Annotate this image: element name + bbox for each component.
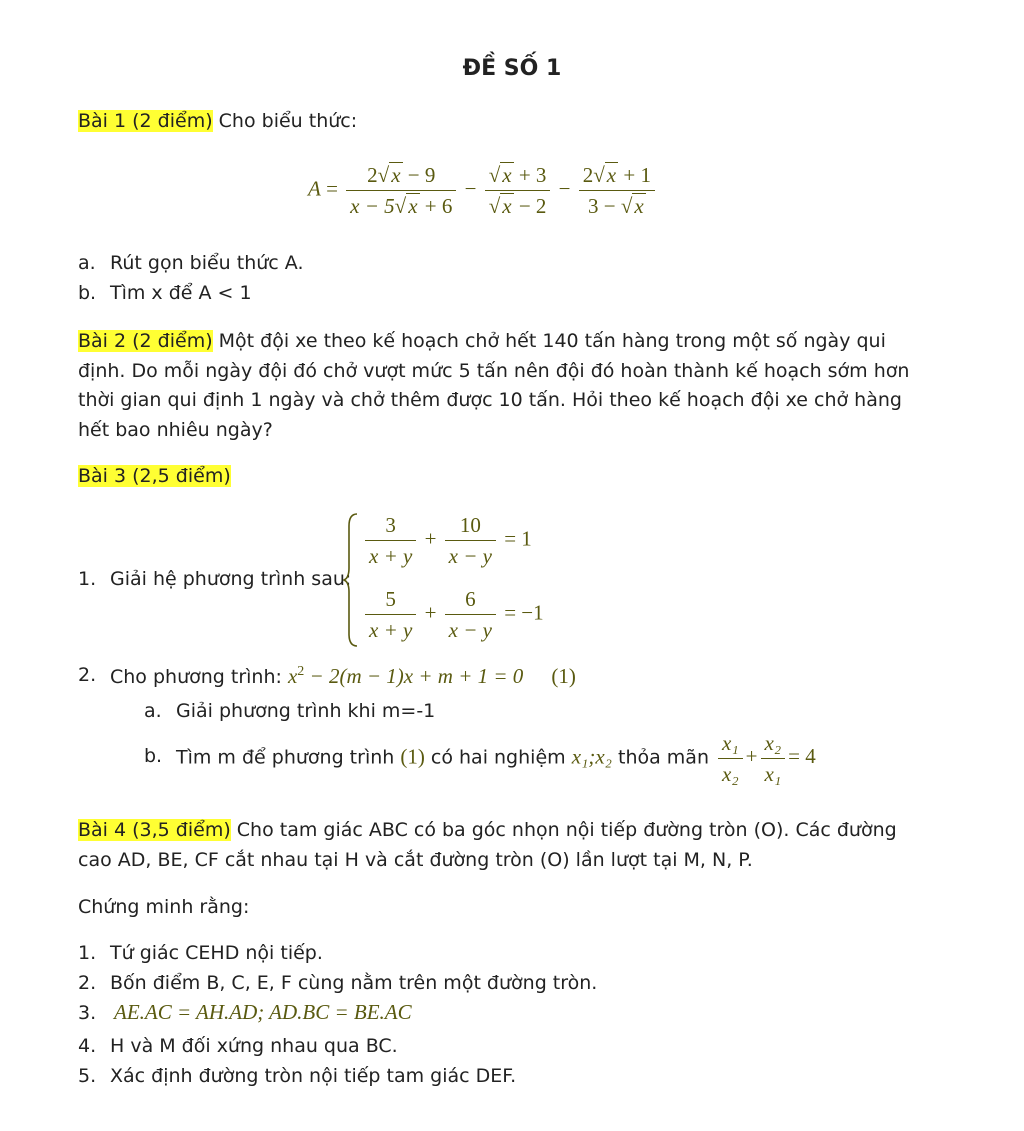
list-text: Cho phương trình:: [110, 666, 282, 688]
quadratic-equation: $x^2 - 2(m - 1)x + m + 1 = 0$: [287, 664, 524, 688]
bai4-label: Bài 4 (3,5 điểm): [78, 819, 231, 841]
formula-eq: =: [326, 176, 338, 201]
prove-heading: Chứng minh rằng:: [78, 896, 250, 918]
list-text: Giải phương trình khi m=-1: [176, 700, 436, 722]
list-text: H và M đối xứng nhau qua BC.: [110, 1035, 398, 1057]
bai4-item-5: [78, 1065, 517, 1087]
list-marker: 1.: [78, 568, 97, 590]
list-marker: 1.: [78, 942, 97, 964]
formula-minus-2: −: [558, 176, 571, 201]
list-marker: a.: [78, 252, 96, 274]
fraction-term-3: $\frac{2√x + 1}{3 - √x}$: [579, 160, 655, 221]
roots-notation: x₁;x₂: [571, 744, 612, 769]
bai4-item-3: [78, 1000, 412, 1024]
bai1-heading: [78, 110, 357, 132]
bai1-intro: Cho biểu thức:: [212, 110, 358, 132]
list-text: Bốn điểm B, C, E, F cùng nằm trên một đường tròn.: [110, 972, 598, 994]
bai3-q2-a: [144, 700, 436, 722]
list-marker: a.: [144, 700, 162, 722]
bai3-heading: [78, 465, 231, 487]
list-marker: 2.: [78, 972, 97, 994]
list-marker: 4.: [78, 1035, 97, 1057]
fraction-term-2: $\frac{√x + 3}{√x - 2}$: [485, 160, 551, 221]
bai4-item-2: [78, 972, 598, 994]
fraction-term-1: $\frac{2√x - 9}{x - 5√x + 6}$: [346, 160, 456, 221]
bai4-paragraph: [78, 816, 908, 875]
bai2-line-4: hết bao nhiêu ngày?: [78, 418, 273, 441]
list-marker: b.: [78, 282, 97, 304]
formula-minus-1: −: [464, 176, 477, 201]
list-text: Rút gọn biểu thức A.: [110, 252, 304, 274]
list-text: AE.AC = AH.AD; AD.BC = BE.AC: [114, 1000, 412, 1024]
bai2-line-1: Một đội xe theo kế hoạch chở hết 140 tấn hàng trong một số ngày qui: [212, 330, 886, 352]
list-text: Tìm x để A < 1: [110, 282, 252, 304]
bai4-line-1: Cho tam giác ABC có ba góc nhọn nội tiếp đường tròn (O). Các đường: [230, 819, 897, 841]
equation-tag: (1): [551, 664, 576, 688]
list-text: Tứ giác CEHD nội tiếp.: [110, 942, 323, 964]
list-marker: 5.: [78, 1065, 97, 1087]
bai2-line-2: định. Do mỗi ngày đội đó chở vượt mức 5 tấn nên đội đó hoàn thành kế hoạch sớm hơn: [78, 359, 910, 382]
list-marker: 2.: [78, 664, 97, 686]
list-text: Giải hệ phương trình sau:: [110, 568, 352, 590]
system-eq-1: $\frac{3}{x + y}$ + $\frac{10}{x - y}$ = 1: [362, 510, 532, 571]
bai3-q1: [78, 568, 352, 590]
list-marker: 3.: [78, 1002, 97, 1024]
bai4-line-2: cao AD, BE, CF cắt nhau tại H và cắt đường tròn (O) lần lượt tại M, N, P.: [78, 848, 753, 871]
bai4-item-1: [78, 942, 323, 964]
bai1-item-b: [78, 282, 252, 304]
formula-lhs: A: [308, 176, 321, 201]
list-text: Xác định đường tròn nội tiếp tam giác DEF.: [110, 1065, 517, 1087]
bai4-item-4: [78, 1035, 398, 1057]
bai2-line-3: thời gian qui định 1 ngày và chở thêm được 10 tấn. Hỏi theo kế hoạch đội xe chở hàng: [78, 389, 902, 411]
bai3-label: Bài 3 (2,5 điểm): [78, 465, 231, 487]
condition-formula: $\frac{\text{x₁}}{\text{x₂}}$ + $\frac{\text{x₂}}{\text{x₁}}$ = 4: [715, 744, 816, 768]
bai2-label: Bài 2 (2 điểm): [78, 330, 213, 352]
page-title: ĐỀ SỐ 1: [462, 56, 562, 81]
bai1-formula: [308, 160, 658, 221]
bai1-label: Bài 1 (2 điểm): [78, 110, 213, 132]
bai3-q2: [78, 664, 576, 688]
bai2-paragraph: [78, 327, 908, 445]
list-text: Tìm m để phương trình: [176, 746, 395, 769]
list-marker: b.: [144, 745, 163, 767]
system-eq-2: $\frac{5}{x + y}$ + $\frac{6}{x - y}$ = −1: [362, 584, 544, 645]
system-brace: [343, 512, 361, 648]
bai1-item-a: [78, 252, 304, 274]
